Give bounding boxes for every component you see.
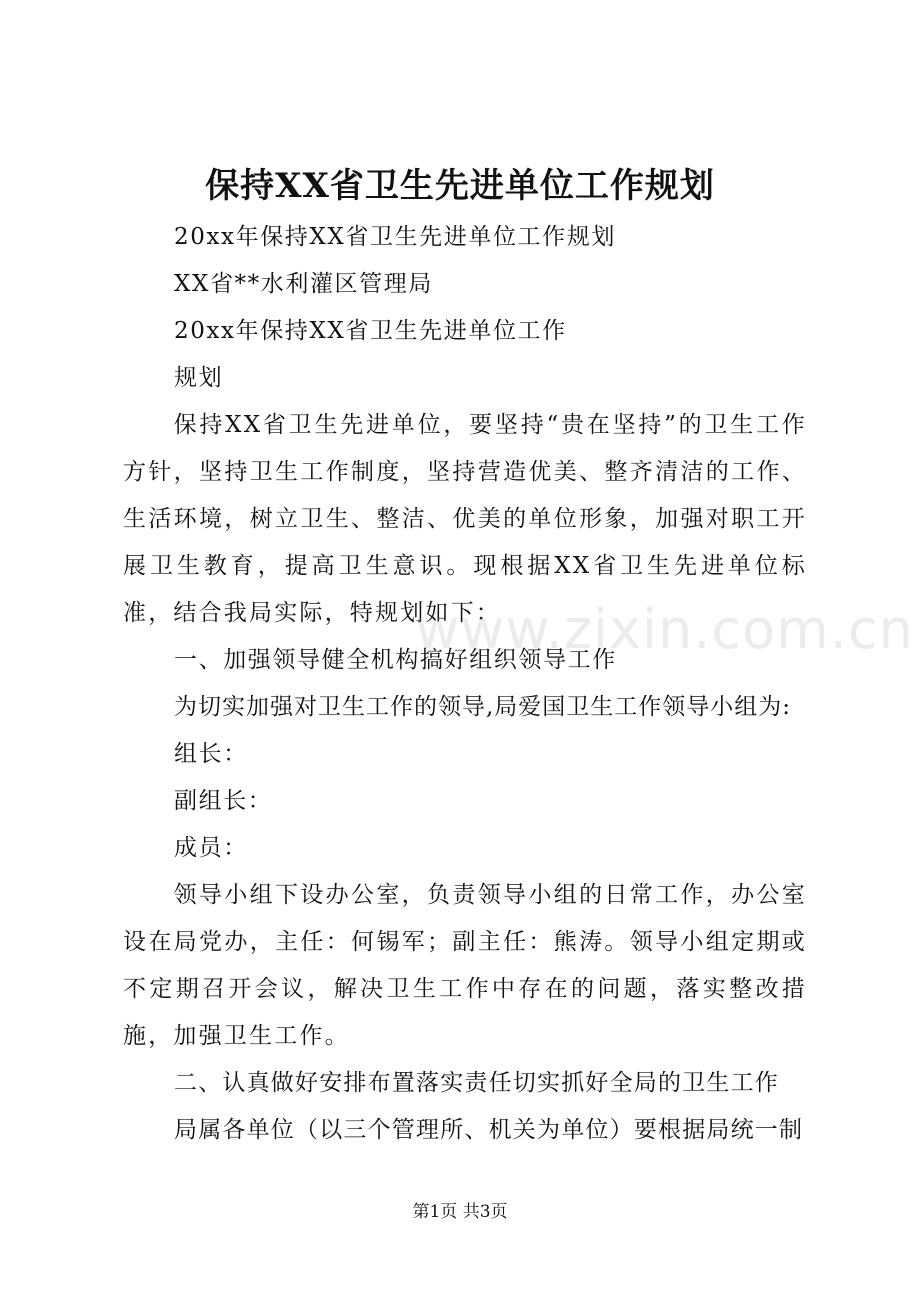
document-body	[123, 214, 807, 1154]
plan-title-continuation: 规划	[174, 365, 224, 391]
intro-paragraph: 保持XX省卫生先进单位，要坚持“贵在坚持”的卫生工作方针，坚持卫生工作制度，坚持营造优美、整齐清洁的工作、生活环境，树立卫生、整洁、优美的单位形象，加强对职工开展卫生教育，提高卫生意识。现根据XX省卫生先进单位标准，结合我局实际，特规划如下：	[123, 412, 807, 626]
organization-line: XX省**水利灌区管理局	[174, 271, 433, 297]
section-heading-2: 二、认真做好安排布置落实责任切实抓好全局的卫生工作	[174, 1070, 779, 1096]
watermark: www.zixin.com.cn	[415, 598, 914, 661]
office-paragraph: 领导小组下设办公室，负责领导小组的日常工作，办公室设在局党办，主任：何锡军；副主任：熊涛。领导小组定期或不定期召开会议，解决卫生工作中存在的问题，落实整改措施，加强卫生工作。	[123, 882, 807, 1049]
subtitle-line: 20xx年保持XX省卫生先进单位工作规划	[174, 224, 616, 250]
group-leader-line: 组长：	[174, 741, 248, 767]
leadership-paragraph: 为切实加强对卫生工作的领导,局爱国卫生工作领导小组为:	[174, 694, 792, 720]
units-paragraph: 局属各单位（以三个管理所、机关为单位）要根据局统一制	[174, 1117, 804, 1143]
deputy-leader-line: 副组长：	[174, 788, 273, 814]
members-line: 成员：	[174, 835, 248, 861]
document-title: 保持XX省卫生先进单位工作规划	[205, 166, 715, 206]
plan-title-line: 20xx年保持XX省卫生先进单位工作	[174, 318, 567, 344]
page-footer: 第1页 共3页	[412, 1202, 508, 1222]
section-heading-1: 一、加强领导健全机构搞好组织领导工作	[174, 647, 617, 673]
